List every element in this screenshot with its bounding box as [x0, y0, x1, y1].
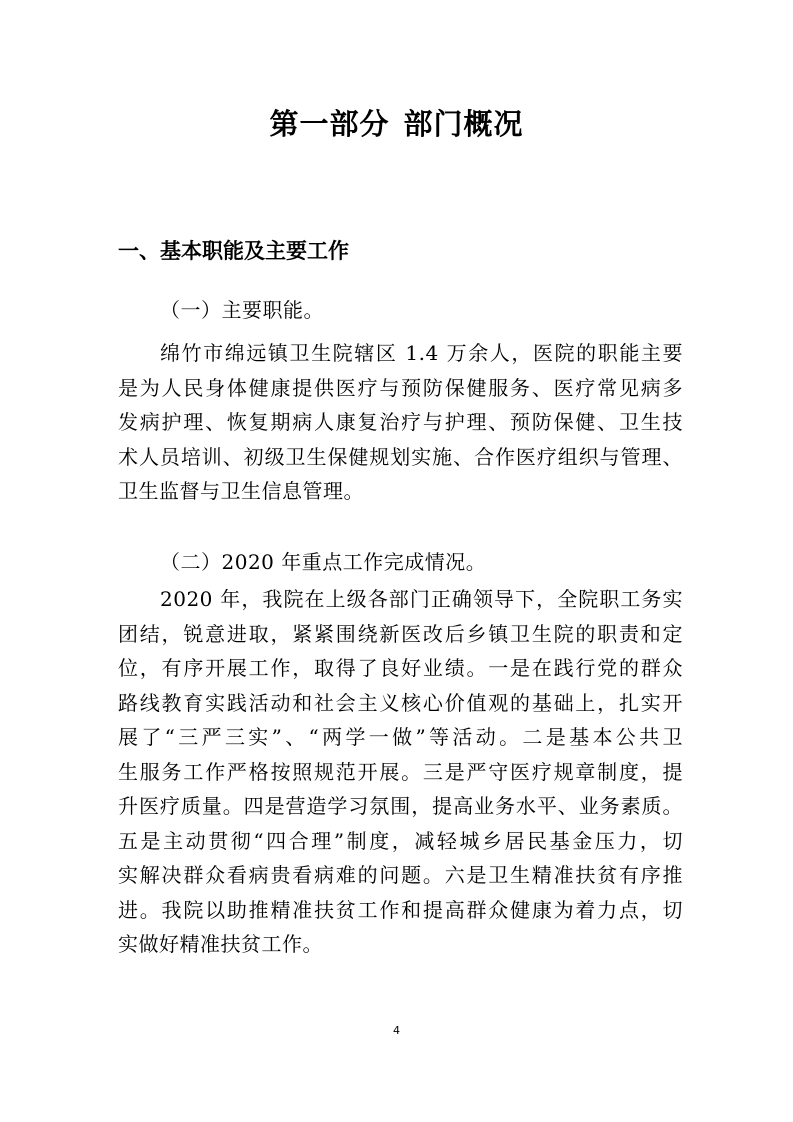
paragraph-line: 发病护理、恢复期病人康复治疗与护理、预防保健、卫生技 [118, 410, 683, 434]
paragraph-line: 五是主动贯彻“四合理”制度，减轻城乡居民基金压力，切 [118, 828, 683, 853]
paragraph-line: 卫生监督与卫生信息管理。 [118, 479, 364, 503]
subsection-heading-1: （一）主要职能。 [160, 298, 324, 322]
paragraph-line: 进。我院以助推精准扶贫工作和提高群众健康为着力点，切 [118, 897, 683, 922]
title-name: 部门概况 [403, 107, 524, 141]
subsection-heading-2: （二）2020 年重点工作完成情况。 [160, 550, 487, 574]
paragraph-achievements [118, 582, 683, 962]
page-number: 4 [393, 1024, 400, 1037]
paragraph-line: 路线教育实践活动和社会主义核心价值观的基础上，扎实开 [118, 690, 683, 715]
paragraph-line: 展了“三严三实”、“两学一做”等活动。二是基本公共卫 [118, 725, 683, 749]
paragraph-line: 2020 年，我院在上级各部门正确领导下，全院职工务实 [160, 587, 683, 611]
paragraph-line: 是为人民身体健康提供医疗与预防保健服务、医疗常见病多 [118, 375, 683, 400]
paragraph-line: 术人员培训、初级卫生保健规划实施、合作医疗组织与管理、 [118, 444, 683, 469]
section-heading: 一、基本职能及主要工作 [118, 239, 349, 263]
paragraph-line: 生服务工作严格按照规范开展。三是严守医疗规章制度，提 [118, 759, 683, 784]
paragraph-line: 实解决群众看病贵看病难的问题。六是卫生精准扶贫有序推 [118, 863, 683, 887]
page-title [0, 102, 793, 143]
paragraph-line: 绵竹市绵远镇卫生院辖区 1.4 万余人，医院的职能主要 [160, 341, 683, 365]
paragraph-functions [118, 336, 683, 509]
paragraph-line: 位，有序开展工作，取得了良好业绩。一是在践行党的群众 [118, 656, 683, 680]
paragraph-line: 实做好精准扶贫工作。 [118, 932, 323, 956]
title-part: 第一部分 [269, 107, 390, 141]
paragraph-line: 团结，锐意进取，紧紧围绕新医改后乡镇卫生院的职责和定 [118, 621, 683, 646]
paragraph-line: 升医疗质量。四是营造学习氛围，提高业务水平、业务素质。 [118, 794, 683, 818]
